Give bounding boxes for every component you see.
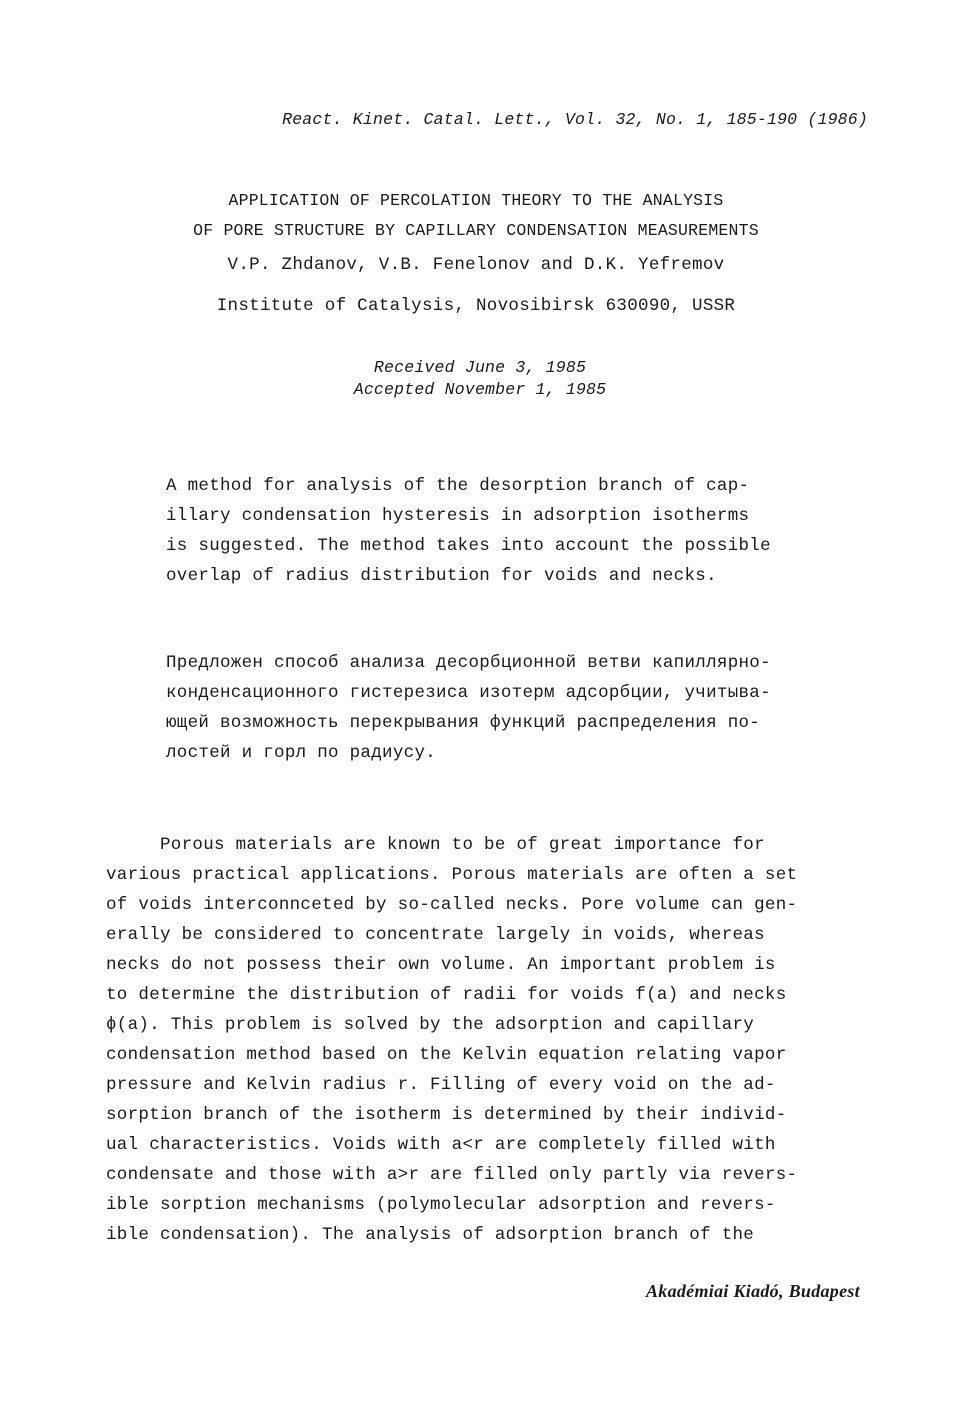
abstract-line: конденсационного гистерезиса изотерм адсорбции, учитыва- <box>166 683 771 703</box>
abstract-line: Предложен способ анализа десорбционной ветви капиллярно- <box>166 653 771 673</box>
title-line-2: OF PORE STRUCTURE BY CAPILLARY CONDENSATION MEASUREMENTS <box>193 221 759 240</box>
body-line: sorption branch of the isotherm is determined by their individ- <box>106 1105 787 1125</box>
accepted-date: Accepted November 1, 1985 <box>353 380 607 399</box>
abstract-russian <box>166 648 856 768</box>
body-line: pressure and Kelvin radius r. Filling of every void on the ad- <box>106 1075 776 1095</box>
body-line: various practical applications. Porous materials are often a set <box>106 865 798 885</box>
body-line: necks do not possess their own volume. An important problem is <box>106 955 776 975</box>
body-line: to determine the distribution of radii for voids f(a) and necks <box>106 985 787 1005</box>
author-list: V.P. Zhdanov, V.B. Fenelonov and D.K. Yefremov <box>227 255 725 275</box>
body-paragraph <box>106 830 886 1250</box>
abstract-line: overlap of radius distribution for voids and necks. <box>166 566 717 586</box>
abstract-line: is suggested. The method takes into account the possible <box>166 536 771 556</box>
body-line: ible sorption mechanisms (polymolecular adsorption and revers- <box>106 1195 776 1215</box>
affiliation: Institute of Catalysis, Novosibirsk 630090, USSR <box>216 296 736 316</box>
body-line: Porous materials are known to be of great importance for <box>106 835 765 855</box>
body-line: ual characteristics. Voids with a<r are completely filled with <box>106 1135 776 1155</box>
abstract-line: A method for analysis of the desorption branch of cap- <box>166 476 750 496</box>
article-title <box>0 186 952 246</box>
body-line: ϕ(a). This problem is solved by the adsorption and capillary <box>106 1015 755 1035</box>
abstract-line: лостей и горл по радиусу. <box>166 743 437 763</box>
submission-dates <box>0 357 960 401</box>
body-line: condensate and those with a>r are filled only partly via revers- <box>106 1165 798 1185</box>
body-line: erally be considered to concentrate largely in voids, whereas <box>106 925 765 945</box>
body-line: ible condensation). The analysis of adsorption branch of the <box>106 1225 755 1245</box>
abstract-line: ющей возможность перекрывания функций распределения по- <box>166 713 761 733</box>
publisher-imprint: Akadémiai Kiadó, Budapest <box>645 1281 860 1301</box>
body-line: condensation method based on the Kelvin equation relating vapor <box>106 1045 787 1065</box>
abstract-line: illary condensation hysteresis in adsorption isotherms <box>166 506 750 526</box>
received-date: Received June 3, 1985 <box>373 358 587 377</box>
abstract-english <box>166 471 856 591</box>
journal-citation: React. Kinet. Catal. Lett., Vol. 32, No. 1, 185-190 (1986) <box>282 110 868 129</box>
title-line-1: APPLICATION OF PERCOLATION THEORY TO THE ANALYSIS <box>228 191 724 210</box>
body-line: of voids interconnceted by so-called necks. Pore volume can gen- <box>106 895 798 915</box>
